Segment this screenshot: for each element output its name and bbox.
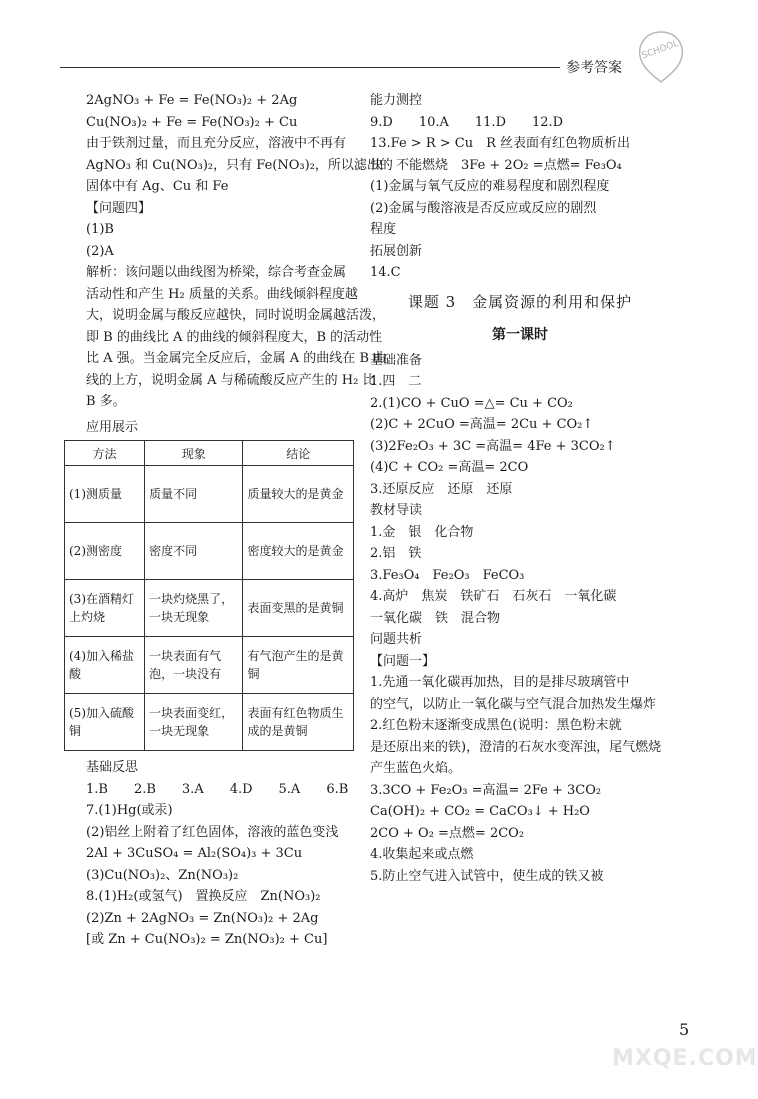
table-header-cell: 结论 bbox=[243, 441, 354, 466]
table-cell: (2)测密度 bbox=[65, 523, 145, 580]
header-title: 参考答案 bbox=[566, 60, 622, 76]
lesson-title: 第一课时 bbox=[492, 326, 548, 343]
text-line: 基础反思 bbox=[86, 760, 139, 775]
unit-title: 课题 3 金属资源的利用和保护 bbox=[407, 292, 633, 311]
school-logo-icon bbox=[632, 28, 690, 86]
table-cell: 密度较大的是黄金 bbox=[243, 523, 354, 580]
text-line: 教材导读 bbox=[370, 503, 423, 518]
table-cell: 表面有红色物质生成的是黄铜 bbox=[243, 694, 354, 751]
text-line: 2CO + O₂ =点燃= 2CO₂ bbox=[370, 825, 525, 841]
text-line: 1.B 2.B 3.A 4.D 5.A 6.B bbox=[86, 781, 349, 797]
text-line: 3.3CO + Fe₂O₃ =高温= 2Fe + 3CO₂ bbox=[370, 782, 602, 798]
text-line: (2)铝丝上附着了红色固体，溶液的蓝色变浅 bbox=[86, 824, 339, 840]
table-header-cell: 现象 bbox=[145, 441, 243, 466]
left-bottom-block bbox=[86, 757, 358, 951]
text-line: 2.铝 铁 bbox=[370, 546, 422, 561]
table-row bbox=[65, 637, 354, 694]
text-line: 固体中有 Ag、Cu 和 Fe bbox=[86, 179, 229, 194]
text-line: (1)金属与氧气反应的难易程度和剧烈程度 bbox=[370, 179, 610, 194]
text-line: 是还原出来的铁)，澄清的石灰水变浑浊，尾气燃烧 bbox=[370, 739, 662, 755]
text-line: (3)Cu(NO₃)₂、Zn(NO₃)₂ bbox=[86, 867, 239, 883]
text-line: (2)C + 2CuO =高温= 2Cu + CO₂↑ bbox=[370, 417, 594, 432]
table-cell: 一块表面变红，一块无现象 bbox=[145, 694, 243, 751]
text-line: 2.红色粉末逐渐变成黑色(说明：黑色粉末就 bbox=[370, 718, 622, 733]
text-line: 2.(1)CO + CuO =△= Cu + CO₂ bbox=[370, 395, 573, 411]
text-line: Cu(NO₃)₂ + Fe = Fe(NO₃)₂ + Cu bbox=[86, 114, 298, 130]
text-line: 8.(1)H₂(或氢气) 置换反应 Zn(NO₃)₂ bbox=[86, 889, 321, 904]
text-line: 比 A 强。当金属完全反应后，金属 A 的曲线在 B 曲 bbox=[86, 351, 387, 366]
text-line: 1.金 银 化合物 bbox=[370, 524, 474, 540]
text-line: 产生蓝色火焰。 bbox=[370, 761, 462, 776]
text-line: 一氧化碳 铁 混合物 bbox=[370, 610, 501, 626]
text-line: 即 B 的曲线比 A 的曲线的倾斜程度大，B 的活动性 bbox=[86, 329, 383, 345]
table-cell: (4)加入稀盐酸 bbox=[65, 637, 145, 694]
table-row bbox=[65, 523, 354, 580]
text-line: 【问题一】 bbox=[370, 653, 436, 669]
right-block-a bbox=[370, 90, 670, 284]
text-line: 7.(1)Hg(或汞) bbox=[86, 803, 173, 818]
table-header-cell: 方法 bbox=[65, 441, 145, 466]
text-line: (2)Zn + 2AgNO₃ = Zn(NO₃)₂ + 2Ag bbox=[86, 910, 319, 926]
page-number: 5 bbox=[679, 1020, 690, 1039]
text-line: 9.D 10.A 11.D 12.D bbox=[370, 114, 564, 130]
table-row bbox=[65, 466, 354, 523]
text-line: 快 不能燃烧 3Fe + 2O₂ =点燃= Fe₃O₄ bbox=[370, 157, 622, 173]
table-cell: 密度不同 bbox=[145, 523, 243, 580]
text-line: [或 Zn + Cu(NO₃)₂ = Zn(NO₃)₂ + Cu] bbox=[86, 932, 328, 947]
text-line: 14.C bbox=[370, 265, 401, 280]
text-line: 2AgNO₃ + Fe = Fe(NO₃)₂ + 2Ag bbox=[86, 93, 298, 108]
text-line: 4.高炉 焦炭 铁矿石 石灰石 一氧化碳 bbox=[370, 589, 617, 604]
watermark: MXQE.COM bbox=[612, 1046, 758, 1071]
application-table bbox=[64, 440, 354, 751]
right-column bbox=[370, 90, 670, 887]
svg-text:SCHOOL: SCHOOL bbox=[640, 38, 680, 62]
table-cell: 质量较大的是黄金 bbox=[243, 466, 354, 523]
table-cell: 有气泡产生的是黄铜 bbox=[243, 637, 354, 694]
text-line: 1.四 二 bbox=[370, 374, 422, 389]
text-line: 解析：该问题以曲线图为桥梁，综合考查金属 bbox=[86, 265, 347, 280]
table-header-row bbox=[65, 441, 354, 466]
text-line: 3.Fe₃O₄ Fe₂O₃ FeCO₃ bbox=[370, 567, 525, 583]
text-line: 问题共析 bbox=[370, 632, 423, 647]
text-line: Ca(OH)₂ + CO₂ = CaCO₃↓ + H₂O bbox=[370, 804, 590, 819]
text-line: (2)A bbox=[86, 243, 114, 259]
application-heading: 应用展示 bbox=[86, 419, 139, 435]
table-row bbox=[65, 694, 354, 751]
table-cell: 一块表面有气泡，一块没有 bbox=[145, 637, 243, 694]
table-cell: (5)加入硫酸铜 bbox=[65, 694, 145, 751]
table-cell: (1)测质量 bbox=[65, 466, 145, 523]
table-cell: 表面变黑的是黄铜 bbox=[243, 580, 354, 637]
text-line: (4)C + CO₂ =高温= 2CO bbox=[370, 460, 529, 475]
text-line: 2Al + 3CuSO₄ = Al₂(SO₄)₃ + 3Cu bbox=[86, 846, 303, 861]
text-line: 基础准备 bbox=[370, 352, 423, 368]
text-line: 【问题四】 bbox=[86, 200, 152, 216]
text-line: 由于铁剂过量，而且充分反应，溶液中不再有 bbox=[86, 136, 347, 151]
text-line: 的空气，以防止一氧化碳与空气混合加热发生爆炸 bbox=[370, 696, 657, 712]
text-line: 活动性和产生 H₂ 质量的关系。曲线倾斜程度越 bbox=[86, 286, 358, 302]
text-line: (1)B bbox=[86, 222, 114, 237]
text-line: AgNO₃ 和 Cu(NO₃)₂，只有 Fe(NO₃)₂，所以滤出的 bbox=[86, 157, 393, 173]
table-cell: 质量不同 bbox=[145, 466, 243, 523]
right-block-b bbox=[370, 350, 670, 888]
text-line: B 多。 bbox=[86, 394, 126, 409]
text-line: 程度 bbox=[370, 222, 397, 237]
text-line: (3)2Fe₂O₃ + 3C =高温= 4Fe + 3CO₂↑ bbox=[370, 438, 616, 454]
table-cell: 一块灼烧黑了，一块无现象 bbox=[145, 580, 243, 637]
text-line: (2)金属与酸溶液是否反应或反应的剧烈 bbox=[370, 200, 597, 216]
table-cell: (3)在酒精灯上灼烧 bbox=[65, 580, 145, 637]
text-line: 4.收集起来或点燃 bbox=[370, 847, 474, 862]
table-body bbox=[65, 466, 354, 751]
header-rule bbox=[60, 67, 560, 68]
table-row bbox=[65, 580, 354, 637]
text-line: 线的上方，说明金属 A 与稀硫酸反应产生的 H₂ 比 bbox=[86, 372, 376, 388]
text-line: 3.还原反应 还原 还原 bbox=[370, 481, 513, 497]
text-line: 13.Fe > R > Cu R 丝表面有红色物质析出 bbox=[370, 136, 631, 151]
text-line: 5.防止空气进入试管中，使生成的铁又被 bbox=[370, 868, 604, 884]
text-line: 能力测控 bbox=[370, 93, 423, 108]
text-line: 大，说明金属与酸反应越快，同时说明金属越活泼， bbox=[86, 308, 386, 323]
text-line: 1.先通一氧化碳再加热，目的是排尽玻璃管中 bbox=[370, 675, 630, 690]
text-line: 拓展创新 bbox=[370, 243, 423, 259]
